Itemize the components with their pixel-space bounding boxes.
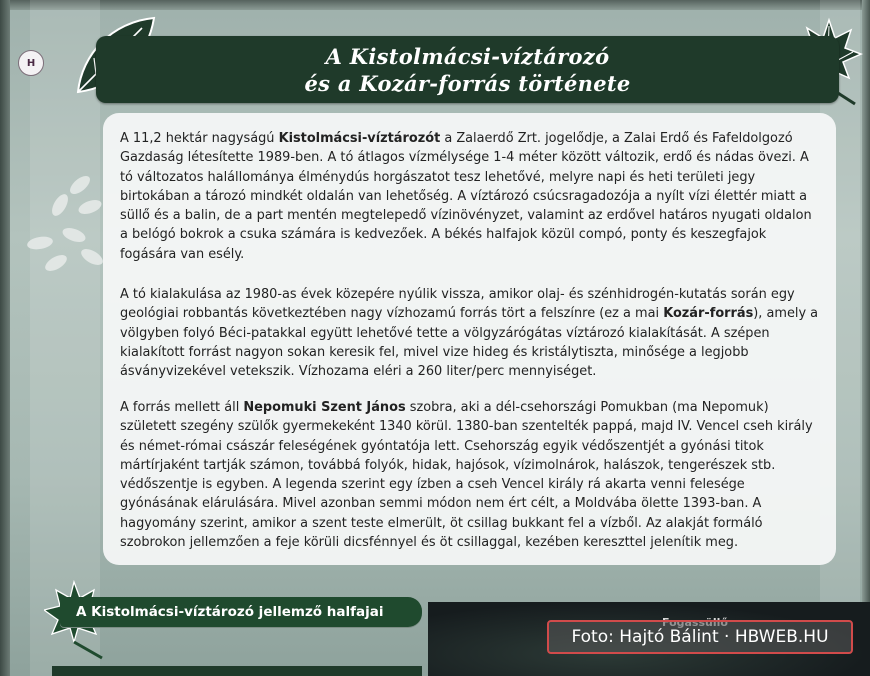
text-run: A tó kialakulása az 1980-as évek közepére nyúlik vissza, amikor olaj- és szénhidrogén-kutatás során egy geológiai robbantás következtében nagy vízhozamú forrás tört a felszínre (ez a mai — [120, 287, 795, 322]
chapter-badge: H — [18, 50, 44, 76]
frame-left — [0, 0, 10, 676]
leaf-icon — [20, 165, 110, 285]
paragraph-spring — [120, 285, 820, 381]
paragraph-saint — [120, 398, 820, 552]
photo-credit: Foto: Hajtó Bálint · HBWEB.HU — [547, 620, 853, 654]
paragraph-reservoir — [120, 129, 820, 264]
frame-right — [862, 0, 870, 676]
bold-term: Kozár-forrás — [663, 306, 754, 322]
title-banner — [96, 36, 839, 103]
title-line-2: és a Kozár-forrás története — [304, 70, 631, 96]
frame-top — [0, 0, 870, 10]
text-run: ), amely a völgyben folyó Béci-patakkal együtt lehetővé tette a völgyzárógátas víztározó kialakítását. A szépen kialakított forrást nagyon sokan keresik fel, mivel vize hideg és kristálytiszta, minősége a legjobb ásványvizekével vetekszik. Vízhozama eléri a 260 liter/perc mennyiséget. — [120, 306, 819, 380]
text-run: A 11,2 hektár nagyságú — [120, 131, 279, 146]
text-run: A forrás mellett áll — [120, 400, 244, 415]
fish-section-heading-text: A Kistolmácsi-víztározó jellemző halfajai — [76, 604, 384, 620]
bottom-strip — [52, 666, 422, 676]
bold-term: Kistolmácsi-víztározót — [278, 131, 441, 146]
background-light-stripe — [30, 0, 100, 676]
bold-term: Nepomuki Szent János — [243, 400, 406, 415]
text-panel — [103, 113, 836, 565]
fish-section-heading — [60, 597, 422, 627]
text-run: a Zalaerdő Zrt. jogelődje, a Zalai Erdő és Fafeldolgozó Gazdaság létesítette 1989-ben. A tó átlagos vízmélysége 1-4 méter között változik, erdő és nádas övezi. A tó változatos halállománya élménydús horgászatot tesz lehetővé, melyre napi és heti területi jegy birtokában a tározó mindkét oldalán van lehetőség. A víztározó csúcsragadozója a nyílt vízi élettér miatt a süllő és a balin, de a part mentén megtelepedő vízinövényzet, valamint az erdővel határos nyugati oldalon a belógó bokrok a csuka számára is kedvezőek. A békés halfajok közül compó, ponty és keszegfajok fogására van esély. — [120, 131, 812, 262]
title-line-1: A Kistolmácsi-víztározó — [325, 43, 610, 69]
text-run: szobra, aki a dél-csehországi Pomukban (ma Nepomuk) született szegény szülők gyermekeként 1340 körül. 1380-ban szentelték pappá, majd IV. Vencel cseh király és német-római császár feleségének gyóntatója lett. Csehország egyik védőszentjét a gyónási titok mártírjaként tartják számon, továbbá folyók, hidak, hajósok, vízimolnárok, halászok, tengerészek stb. védőszentje is egyben. A legenda szerint egy ízben a cseh Vencel király rá akarta venni felesége gyónásának elárulására. Mivel azonban semmi módon nem ért célt, a Moldvába ölette 1393-ban. A hagyomány szerint, amikor a szent teste elmerült, öt csillag bukkant fel a vízből. Az alakját formáló szobrokon jellemzően a feje körüli dicsfénnyel és öt csillaggal, kezében kereszttel jelenítik meg. — [120, 400, 813, 551]
